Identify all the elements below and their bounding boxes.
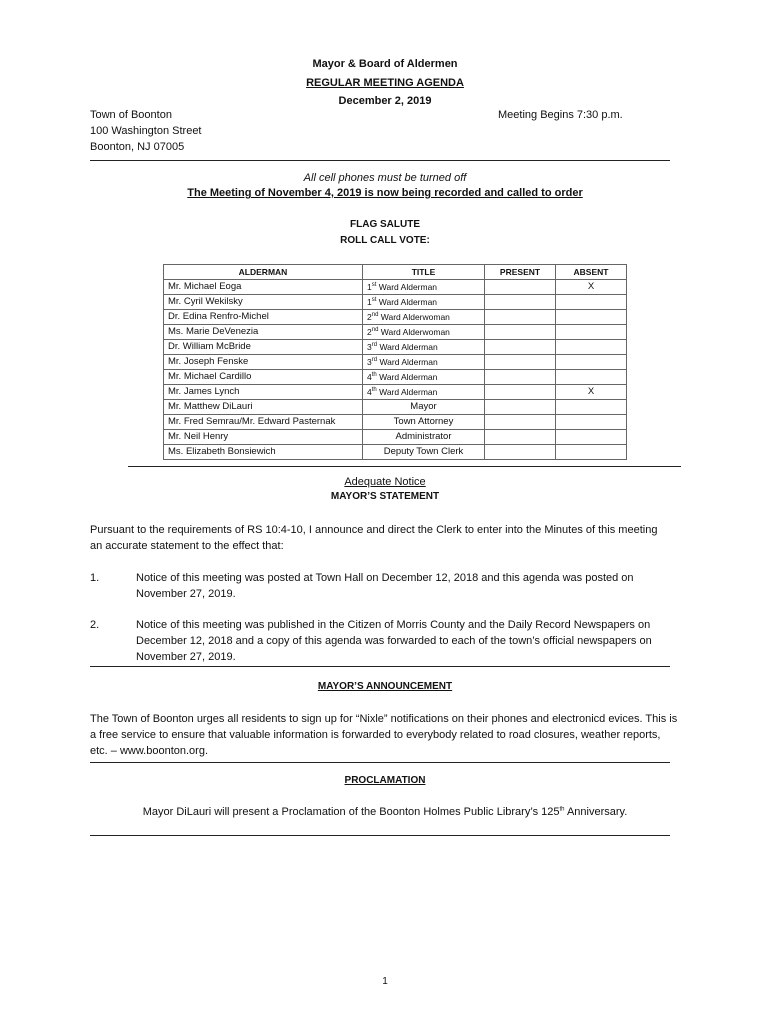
announcement-text: The Town of Boonton urges all residents to sign up for “Nixle” notifications on their phones and electronicd evices. This is a free service to ensure that valuable information is forwarded to everybody related to road closures, weather reports, etc. – www.boonton.org. xyxy=(90,713,678,757)
alderman-title xyxy=(363,280,485,295)
ward-number: 4 xyxy=(367,387,372,397)
absent-cell xyxy=(556,415,627,430)
absent-cell xyxy=(556,295,627,310)
flag-salute: FLAG SALUTE xyxy=(350,219,420,230)
absent-cell xyxy=(556,310,627,325)
alderman-title xyxy=(363,355,485,370)
alderman-name: Ms. Marie DeVenezia xyxy=(164,325,363,340)
mayors-statement-title: MAYOR’S STATEMENT xyxy=(330,491,440,502)
table-row xyxy=(164,340,627,355)
header-present: PRESENT xyxy=(485,265,556,280)
ward-suffix: th xyxy=(371,372,377,379)
alderman-title xyxy=(363,340,485,355)
header-date: December 2, 2019 xyxy=(338,95,432,107)
ward-suffix: th xyxy=(371,387,377,394)
present-cell xyxy=(485,355,556,370)
cell-phones-notice: All cell phones must be turned off xyxy=(303,172,467,184)
present-cell xyxy=(485,295,556,310)
ward-title: Ward Alderman xyxy=(376,372,438,382)
proclamation-title: PROCLAMATION xyxy=(344,775,426,786)
header-absent: ABSENT xyxy=(556,265,627,280)
alderman-title xyxy=(363,310,485,325)
item-2-text: Notice of this meeting was published in the Citizen of Morris County and the Daily Record Newspapers on December 12, 2018 and a copy of this agenda was forwarded to each of the town’s official newspapers on November 27, 2019. xyxy=(136,619,652,663)
ward-number: 4 xyxy=(367,372,372,382)
divider-2 xyxy=(128,466,681,467)
divider-5 xyxy=(90,835,670,836)
absent-cell xyxy=(556,355,627,370)
header-agenda: REGULAR MEETING AGENDA xyxy=(306,77,464,89)
address-town: Town of Boonton xyxy=(90,109,172,121)
alderman-title: Town Attorney xyxy=(363,415,485,430)
ward-title: Ward Alderman xyxy=(376,387,438,397)
roll-call-table xyxy=(163,264,627,460)
absent-cell: X xyxy=(556,280,627,295)
alderman-name: Mr. Matthew DiLauri xyxy=(164,400,363,415)
ward-number: 1 xyxy=(367,297,372,307)
present-cell xyxy=(485,310,556,325)
alderman-name: Mr. Fred Semrau/Mr. Edward Pasternak xyxy=(164,415,363,430)
present-cell xyxy=(485,445,556,460)
address-street: 100 Washington Street xyxy=(90,125,202,137)
table-row xyxy=(164,325,627,340)
present-cell xyxy=(485,430,556,445)
table-row xyxy=(164,445,627,460)
ward-title: Ward Alderman xyxy=(377,357,438,367)
divider-3 xyxy=(90,666,670,667)
item-2-number: 2. xyxy=(90,619,100,631)
absent-cell xyxy=(556,400,627,415)
present-cell xyxy=(485,280,556,295)
adequate-notice-title: Adequate Notice xyxy=(344,476,426,488)
present-cell xyxy=(485,400,556,415)
roll-call-title: ROLL CALL VOTE: xyxy=(340,235,430,246)
alderman-name: Dr. Edina Renfro-Michel xyxy=(164,310,363,325)
present-cell xyxy=(485,340,556,355)
proclamation-text-before: Mayor DiLauri will present a Proclamation of the Boonton Holmes Public Library’s 125 xyxy=(142,806,560,818)
ward-suffix: rd xyxy=(371,342,378,349)
alderman-title: Administrator xyxy=(363,430,485,445)
alderman-title xyxy=(363,370,485,385)
present-cell xyxy=(485,415,556,430)
absent-cell xyxy=(556,370,627,385)
page-number: 1 xyxy=(382,976,388,987)
alderman-name: Mr. James Lynch xyxy=(164,385,363,400)
table-row xyxy=(164,430,627,445)
alderman-title xyxy=(363,385,485,400)
alderman-title xyxy=(363,325,485,340)
item-1-text: Notice of this meeting was posted at Town Hall on December 12, 2018 and this agenda was posted on November 27, 2019. xyxy=(136,572,634,600)
roll-call-header-row xyxy=(164,265,627,280)
absent-cell xyxy=(556,340,627,355)
ward-title: Ward Alderman xyxy=(376,282,438,292)
ward-suffix: nd xyxy=(371,327,379,334)
ward-title: Ward Alderman xyxy=(376,297,438,307)
alderman-name: Mr. Michael Eoga xyxy=(164,280,363,295)
recording-notice: The Meeting of November 4, 2019 is now being recorded and called to order xyxy=(187,187,583,199)
present-cell xyxy=(485,370,556,385)
ward-number: 3 xyxy=(367,357,372,367)
ward-suffix: st xyxy=(371,282,377,289)
alderman-name: Mr. Michael Cardillo xyxy=(164,370,363,385)
table-row xyxy=(164,400,627,415)
ward-number: 2 xyxy=(367,327,372,337)
ward-number: 3 xyxy=(367,342,372,352)
alderman-name: Mr. Neil Henry xyxy=(164,430,363,445)
absent-cell xyxy=(556,325,627,340)
ward-number: 1 xyxy=(367,282,372,292)
alderman-title xyxy=(363,295,485,310)
address-city: Boonton, NJ 07005 xyxy=(90,141,185,153)
proclamation-text-after: Anniversary. xyxy=(564,806,628,818)
table-row xyxy=(164,310,627,325)
ward-title: Ward Alderwoman xyxy=(378,312,450,322)
statement-intro: Pursuant to the requirements of RS 10:4-10, I announce and direct the Clerk to enter into the Minutes of this meeting an accurate statement to the effect that: xyxy=(90,524,658,552)
ward-title: Ward Alderman xyxy=(377,342,438,352)
table-row xyxy=(164,370,627,385)
alderman-name: Dr. William McBride xyxy=(164,340,363,355)
divider-4 xyxy=(90,762,670,763)
alderman-name: Ms. Elizabeth Bonsiewich xyxy=(164,445,363,460)
table-row xyxy=(164,385,627,400)
announcement-title: MAYOR’S ANNOUNCEMENT xyxy=(317,681,453,692)
alderman-title: Mayor xyxy=(363,400,485,415)
ward-number: 2 xyxy=(367,312,372,322)
present-cell xyxy=(485,325,556,340)
header-alderman: ALDERMAN xyxy=(164,265,363,280)
meeting-time: Meeting Begins 7:30 p.m. xyxy=(498,109,623,121)
table-row xyxy=(164,415,627,430)
table-row xyxy=(164,295,627,310)
table-row xyxy=(164,355,627,370)
alderman-title: Deputy Town Clerk xyxy=(363,445,485,460)
table-row xyxy=(164,280,627,295)
ward-suffix: st xyxy=(371,297,377,304)
divider-1 xyxy=(90,160,670,161)
proclamation-sup: th xyxy=(559,806,565,813)
absent-cell: X xyxy=(556,385,627,400)
absent-cell xyxy=(556,445,627,460)
ward-title: Ward Alderwoman xyxy=(378,327,450,337)
proclamation-text xyxy=(0,806,770,818)
header-title: Mayor & Board of Aldermen xyxy=(312,58,458,70)
item-1-number: 1. xyxy=(90,572,100,584)
present-cell xyxy=(485,385,556,400)
alderman-name: Mr. Cyril Wekilsky xyxy=(164,295,363,310)
header-title-col: TITLE xyxy=(363,265,485,280)
alderman-name: Mr. Joseph Fenske xyxy=(164,355,363,370)
absent-cell xyxy=(556,430,627,445)
ward-suffix: rd xyxy=(371,357,378,364)
ward-suffix: nd xyxy=(371,312,379,319)
